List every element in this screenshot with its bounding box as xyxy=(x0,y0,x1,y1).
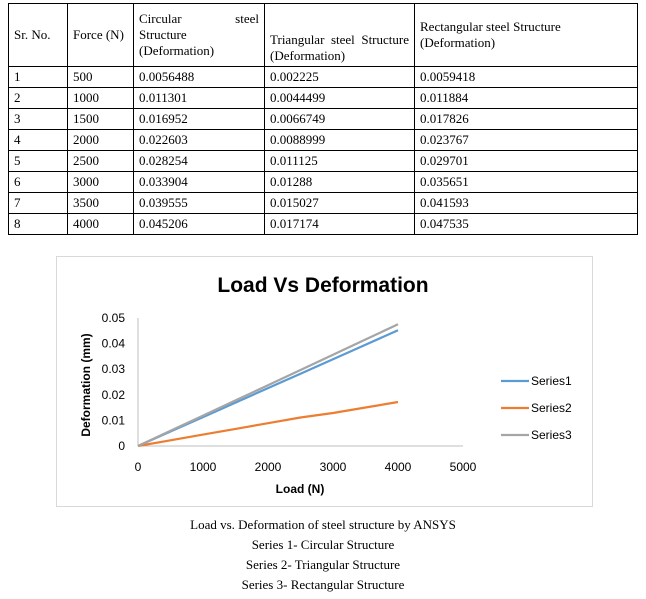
table-cell: 0.039555 xyxy=(134,193,265,214)
x-tick-label: 4000 xyxy=(384,460,412,474)
table-cell: 0.029701 xyxy=(415,151,638,172)
table-row xyxy=(9,193,638,214)
table-row xyxy=(9,88,638,109)
y-tick-label: 0.02 xyxy=(101,387,125,402)
table-cell: 1000 xyxy=(68,88,134,109)
series-line-3 xyxy=(138,324,398,446)
y-tick-label: 0 xyxy=(118,439,125,453)
table-cell: 0.0056488 xyxy=(134,67,265,88)
table-cell: 0.0066749 xyxy=(265,109,415,130)
table-cell: 1500 xyxy=(68,109,134,130)
table-cell: 0.047535 xyxy=(415,214,638,235)
table-row xyxy=(9,130,638,151)
legend-label-1: Series1 xyxy=(531,374,572,388)
table-header-row xyxy=(9,4,638,67)
table-cell: 0.023767 xyxy=(415,130,638,151)
table-row xyxy=(9,151,638,172)
table-cell: 0.01288 xyxy=(265,172,415,193)
table-row xyxy=(9,109,638,130)
table-cell: 0.011301 xyxy=(134,88,265,109)
table-cell: 2500 xyxy=(68,151,134,172)
x-tick-label: 5000 xyxy=(449,460,477,474)
table-cell: 7 xyxy=(9,193,68,214)
caption-line-4: Series 3- Rectangular Structure xyxy=(241,577,405,592)
table-cell: 2000 xyxy=(68,130,134,151)
header-circular: Circular steel Structure (Deformation) xyxy=(134,4,265,67)
table-cell: 0.017826 xyxy=(415,109,638,130)
table-cell: 4 xyxy=(9,130,68,151)
table-cell: 0.022603 xyxy=(134,130,265,151)
table-cell: 0.033904 xyxy=(134,172,265,193)
y-tick-label: 0.04 xyxy=(101,336,125,351)
table-row xyxy=(9,214,638,235)
table-cell: 4000 xyxy=(68,214,134,235)
table-cell: 5 xyxy=(9,151,68,172)
table-cell: 0.0059418 xyxy=(415,67,638,88)
y-axis-label: Deformation (mm) xyxy=(79,333,93,437)
header-sr-no: Sr. No. xyxy=(9,4,68,67)
x-tick-label: 2000 xyxy=(254,460,282,474)
y-tick-label: 0.05 xyxy=(101,311,125,325)
header-triangular: Triangular steel Structure (Deformation) xyxy=(265,4,415,67)
table-row xyxy=(9,172,638,193)
header-force: Force (N) xyxy=(68,4,134,67)
table-cell: 8 xyxy=(9,214,68,235)
caption-line-1: Load vs. Deformation of steel structure by ANSYS xyxy=(190,517,456,532)
table-cell: 500 xyxy=(68,67,134,88)
x-tick-label: 1000 xyxy=(189,460,217,474)
table-cell: 2 xyxy=(9,88,68,109)
table-cell: 0.0088999 xyxy=(265,130,415,151)
y-tick-label: 0.01 xyxy=(101,413,125,428)
table-cell: 0.016952 xyxy=(134,109,265,130)
table-cell: 3500 xyxy=(68,193,134,214)
series-line-2 xyxy=(138,402,398,446)
x-tick-label: 3000 xyxy=(319,460,347,474)
table-cell: 0.041593 xyxy=(415,193,638,214)
table-row xyxy=(9,67,638,88)
table-cell: 3 xyxy=(9,109,68,130)
table-cell: 6 xyxy=(9,172,68,193)
chart-title: Load Vs Deformation xyxy=(217,274,429,297)
x-axis-label: Load (N) xyxy=(275,482,325,496)
results-table xyxy=(8,3,638,235)
table-cell: 0.015027 xyxy=(265,193,415,214)
table-cell: 0.017174 xyxy=(265,214,415,235)
y-tick-label: 0.03 xyxy=(101,362,125,377)
header-rectangular: Rectangular steel Structure (Deformation) xyxy=(415,4,638,67)
chart-area xyxy=(56,256,593,507)
table-cell: 0.045206 xyxy=(134,214,265,235)
table-cell: 1 xyxy=(9,67,68,88)
caption-line-2: Series 1- Circular Structure xyxy=(251,537,395,552)
x-tick-label: 0 xyxy=(134,460,142,474)
table-cell: 0.035651 xyxy=(415,172,638,193)
table-cell: 0.002225 xyxy=(265,67,415,88)
legend-label-3: Series3 xyxy=(531,428,572,442)
legend-label-2: Series2 xyxy=(531,401,572,415)
load-vs-deformation-chart xyxy=(57,257,592,506)
caption-line-3: Series 2- Triangular Structure xyxy=(245,557,401,572)
table-cell: 3000 xyxy=(68,172,134,193)
table-cell: 0.011125 xyxy=(265,151,415,172)
table-cell: 0.028254 xyxy=(134,151,265,172)
table-cell: 0.011884 xyxy=(415,88,638,109)
table-cell: 0.0044499 xyxy=(265,88,415,109)
